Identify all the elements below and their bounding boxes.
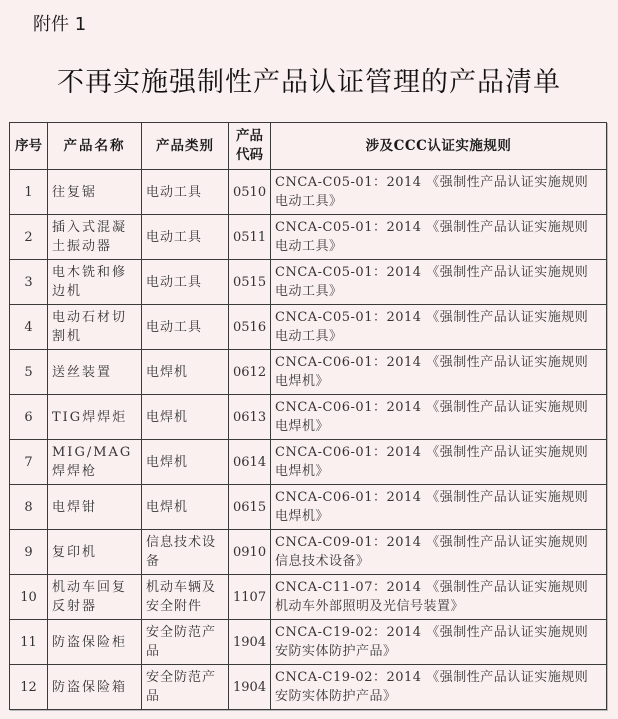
cell-name: 电动石材切割机 bbox=[48, 305, 142, 350]
header-name: 产品名称 bbox=[48, 123, 142, 170]
cell-name: 防盗保险箱 bbox=[48, 665, 142, 710]
table-row bbox=[10, 575, 607, 620]
table-row bbox=[10, 485, 607, 530]
cell-rule: CNCA-C09-01：2014 《强制性产品认证实施规则 信息技术设备》 bbox=[271, 530, 607, 575]
cell-rule: CNCA-C05-01：2014 《强制性产品认证实施规则 电动工具》 bbox=[271, 170, 607, 215]
cell-name: 往复锯 bbox=[48, 170, 142, 215]
cell-category: 电动工具 bbox=[142, 170, 229, 215]
cell-category: 电焊机 bbox=[142, 395, 229, 440]
cell-rule: CNCA-C11-07：2014 《强制性产品认证实施规则 机动车外部照明及光信号装置》 bbox=[271, 575, 607, 620]
cell-code: 1904 bbox=[229, 620, 271, 665]
cell-code: 1904 bbox=[229, 665, 271, 710]
product-table bbox=[9, 122, 607, 710]
cell-no: 7 bbox=[10, 440, 48, 485]
cell-code: 0613 bbox=[229, 395, 271, 440]
cell-name: 电焊钳 bbox=[48, 485, 142, 530]
cell-no: 6 bbox=[10, 395, 48, 440]
header-rule: 涉及CCC认证实施规则 bbox=[271, 123, 607, 170]
table-row bbox=[10, 530, 607, 575]
table-row bbox=[10, 215, 607, 260]
cell-code: 0614 bbox=[229, 440, 271, 485]
header-category: 产品类别 bbox=[142, 123, 229, 170]
cell-name: 插入式混凝土振动器 bbox=[48, 215, 142, 260]
cell-category: 机动车辆及安全附件 bbox=[142, 575, 229, 620]
cell-rule: CNCA-C05-01：2014 《强制性产品认证实施规则 电动工具》 bbox=[271, 305, 607, 350]
table-row bbox=[10, 395, 607, 440]
cell-category: 电动工具 bbox=[142, 260, 229, 305]
cell-name: 复印机 bbox=[48, 530, 142, 575]
table-row bbox=[10, 305, 607, 350]
cell-code: 1107 bbox=[229, 575, 271, 620]
cell-no: 8 bbox=[10, 485, 48, 530]
cell-rule: CNCA-C06-01：2014 《强制性产品认证实施规则 电焊机》 bbox=[271, 440, 607, 485]
cell-name: TIG焊焊炬 bbox=[48, 395, 142, 440]
cell-code: 0910 bbox=[229, 530, 271, 575]
cell-code: 0612 bbox=[229, 350, 271, 395]
cell-no: 1 bbox=[10, 170, 48, 215]
cell-rule: CNCA-C06-01：2014 《强制性产品认证实施规则 电焊机》 bbox=[271, 485, 607, 530]
table-body bbox=[10, 170, 607, 710]
cell-category: 电动工具 bbox=[142, 305, 229, 350]
cell-name: MIG/MAG 焊焊枪 bbox=[48, 440, 142, 485]
attachment-label: 附件 1 bbox=[33, 14, 87, 35]
cell-category: 电焊机 bbox=[142, 440, 229, 485]
cell-no: 10 bbox=[10, 575, 48, 620]
cell-rule: CNCA-C19-02：2014 《强制性产品认证实施规则 安防实体防护产品》 bbox=[271, 665, 607, 710]
table-row bbox=[10, 620, 607, 665]
cell-code: 0615 bbox=[229, 485, 271, 530]
table-header-row bbox=[10, 123, 607, 170]
cell-category: 安全防范产品 bbox=[142, 620, 229, 665]
cell-code: 0511 bbox=[229, 215, 271, 260]
cell-no: 5 bbox=[10, 350, 48, 395]
page-title: 不再实施强制性产品认证管理的产品清单 bbox=[57, 67, 561, 98]
cell-category: 电动工具 bbox=[142, 215, 229, 260]
table-row bbox=[10, 170, 607, 215]
cell-no: 9 bbox=[10, 530, 48, 575]
cell-name: 送丝装置 bbox=[48, 350, 142, 395]
table-row bbox=[10, 665, 607, 710]
cell-name: 电木铣和修边机 bbox=[48, 260, 142, 305]
table-row bbox=[10, 350, 607, 395]
header-no: 序号 bbox=[10, 123, 48, 170]
cell-rule: CNCA-C05-01：2014 《强制性产品认证实施规则 电动工具》 bbox=[271, 260, 607, 305]
cell-code: 0516 bbox=[229, 305, 271, 350]
table-row bbox=[10, 260, 607, 305]
table-row bbox=[10, 440, 607, 485]
cell-category: 电焊机 bbox=[142, 485, 229, 530]
cell-rule: CNCA-C06-01：2014 《强制性产品认证实施规则 电焊机》 bbox=[271, 350, 607, 395]
cell-no: 3 bbox=[10, 260, 48, 305]
cell-rule: CNCA-C05-01：2014 《强制性产品认证实施规则 电动工具》 bbox=[271, 215, 607, 260]
cell-category: 电焊机 bbox=[142, 350, 229, 395]
cell-no: 12 bbox=[10, 665, 48, 710]
cell-code: 0510 bbox=[229, 170, 271, 215]
cell-no: 11 bbox=[10, 620, 48, 665]
cell-rule: CNCA-C19-02：2014 《强制性产品认证实施规则 安防实体防护产品》 bbox=[271, 620, 607, 665]
cell-name: 防盗保险柜 bbox=[48, 620, 142, 665]
cell-category: 安全防范产品 bbox=[142, 665, 229, 710]
cell-rule: CNCA-C06-01：2014 《强制性产品认证实施规则 电焊机》 bbox=[271, 395, 607, 440]
cell-code: 0515 bbox=[229, 260, 271, 305]
cell-no: 2 bbox=[10, 215, 48, 260]
cell-category: 信息技术设备 bbox=[142, 530, 229, 575]
cell-name: 机动车回复反射器 bbox=[48, 575, 142, 620]
cell-no: 4 bbox=[10, 305, 48, 350]
header-code: 产品代码 bbox=[229, 123, 271, 170]
